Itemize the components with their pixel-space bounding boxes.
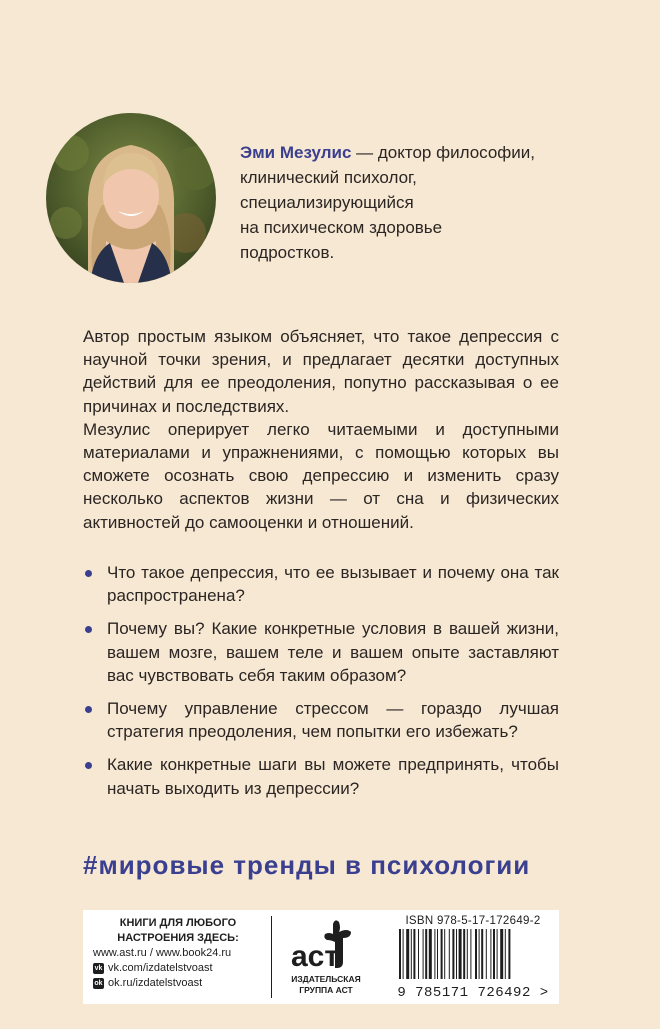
publisher-name (281, 974, 371, 996)
bio-line: — доктор философии, (351, 143, 535, 162)
barcode-bar (508, 929, 510, 979)
websites-link[interactable] (93, 946, 263, 961)
promo-heading: КНИГИ ДЛЯ ЛЮБОГО (119, 917, 237, 929)
barcode-bar (441, 929, 443, 979)
question-list (83, 561, 559, 810)
question-text: Какие конкретные шаги вы можете предпринять, чтобы начать выходить из депрессии? (107, 755, 559, 798)
vk-icon: vk (94, 965, 103, 972)
promo-block (93, 916, 263, 991)
barcode-bar (413, 929, 415, 979)
question-text: Что такое депрессия, что ее вызывает и почему она так распространена? (107, 563, 559, 606)
vk-text: vk.com/izdatelstvoast (108, 962, 213, 974)
barcode-bar (486, 929, 487, 979)
publisher-line: ИЗДАТЕЛЬСКАЯ (291, 974, 361, 984)
barcode-bar (463, 929, 465, 979)
bullet-icon (85, 762, 92, 769)
barcode-bar (399, 929, 401, 979)
author-bio (240, 140, 535, 265)
barcode-bar (449, 929, 450, 979)
barcode-bar (490, 929, 491, 979)
author-name: Эми Мезулис (240, 143, 352, 162)
list-item (83, 617, 559, 687)
barcode-bar (500, 929, 503, 979)
question-text: Почему управление стрессом — гораздо лучшая стратегия преодоления, чем попытки его избежать? (107, 699, 559, 742)
websites-text: www.ast.ru / www.book24.ru (93, 947, 232, 959)
barcode-bar (475, 929, 477, 979)
book-description (83, 325, 559, 534)
barcode-bar (425, 929, 427, 979)
bullet-icon (85, 706, 92, 713)
barcode-bar (456, 929, 457, 979)
barcode-bar (481, 929, 483, 979)
barcode-bar (497, 929, 498, 979)
list-item (83, 753, 559, 799)
barcode-bar (437, 929, 438, 979)
ok-icon: ok (94, 980, 103, 987)
ok-text: ok.ru/izdatelstvoast (108, 977, 203, 989)
bio-line: на психическом здоровье (240, 218, 443, 237)
isbn-text: ISBN 978-5-17-172649-2 (405, 915, 541, 927)
question-text: Почему вы? Какие конкретные условия в вашей жизни, вашем мозге, вашем теле и вашем опыте заставляют вас чувствовать себя таким образом? (107, 619, 559, 685)
vk-link[interactable] (93, 961, 263, 976)
barcode-bar (406, 929, 409, 979)
barcode-bar (403, 929, 404, 979)
author-photo (46, 113, 216, 283)
barcode-bar (467, 929, 468, 979)
ok-link[interactable] (93, 976, 263, 991)
ast-logo-icon (281, 918, 371, 974)
list-item (83, 697, 559, 743)
description-paragraph: Автор простым языком объясняет, что такое депрессия с научной точки зрения, и предлагает десятки доступных действий для ее преодоления, попутно рассказывая о ее причинах и последствиях. (83, 327, 559, 416)
publisher-footer (83, 910, 559, 1004)
barcode-bar (479, 929, 480, 979)
barcode-bar (493, 929, 495, 979)
bio-line: клинический психолог, (240, 168, 417, 187)
barcode-bar (434, 929, 435, 979)
promo-heading: НАСТРОЕНИЯ ЗДЕСЬ: (117, 932, 239, 944)
barcode-bar (459, 929, 462, 979)
logo-text: аст (291, 940, 340, 973)
list-item (83, 561, 559, 607)
barcode-bar (505, 929, 506, 979)
author-portrait (46, 113, 216, 283)
barcode-bar (444, 929, 445, 979)
barcode-block (391, 915, 555, 1001)
series-hashtag: #мировые тренды в психологии (83, 850, 531, 880)
publisher-line: ГРУППА АСТ (299, 985, 353, 995)
bio-line: специализирующийся (240, 193, 414, 212)
barcode-number: 9 785171 726492 > (397, 985, 549, 1001)
bullet-icon (85, 570, 92, 577)
barcode-bar (423, 929, 424, 979)
barcode-bar (429, 929, 432, 979)
barcode-bar (418, 929, 419, 979)
barcode-bar (411, 929, 412, 979)
ast-logo (281, 918, 371, 1000)
barcode-bar (452, 929, 454, 979)
bio-line: подростков. (240, 243, 335, 262)
divider (271, 916, 272, 998)
barcode (391, 927, 555, 981)
description-paragraph: Мезулис оперирует легко читаемыми и доступными материалами и упражнениями, с помощью которых вы сможете осознать свою депрессию и изменить сразу несколько аспектов жизни — от сна и физических активностей до самооценки и отношений. (83, 419, 559, 532)
bullet-icon (85, 626, 92, 633)
barcode-bar (470, 929, 471, 979)
